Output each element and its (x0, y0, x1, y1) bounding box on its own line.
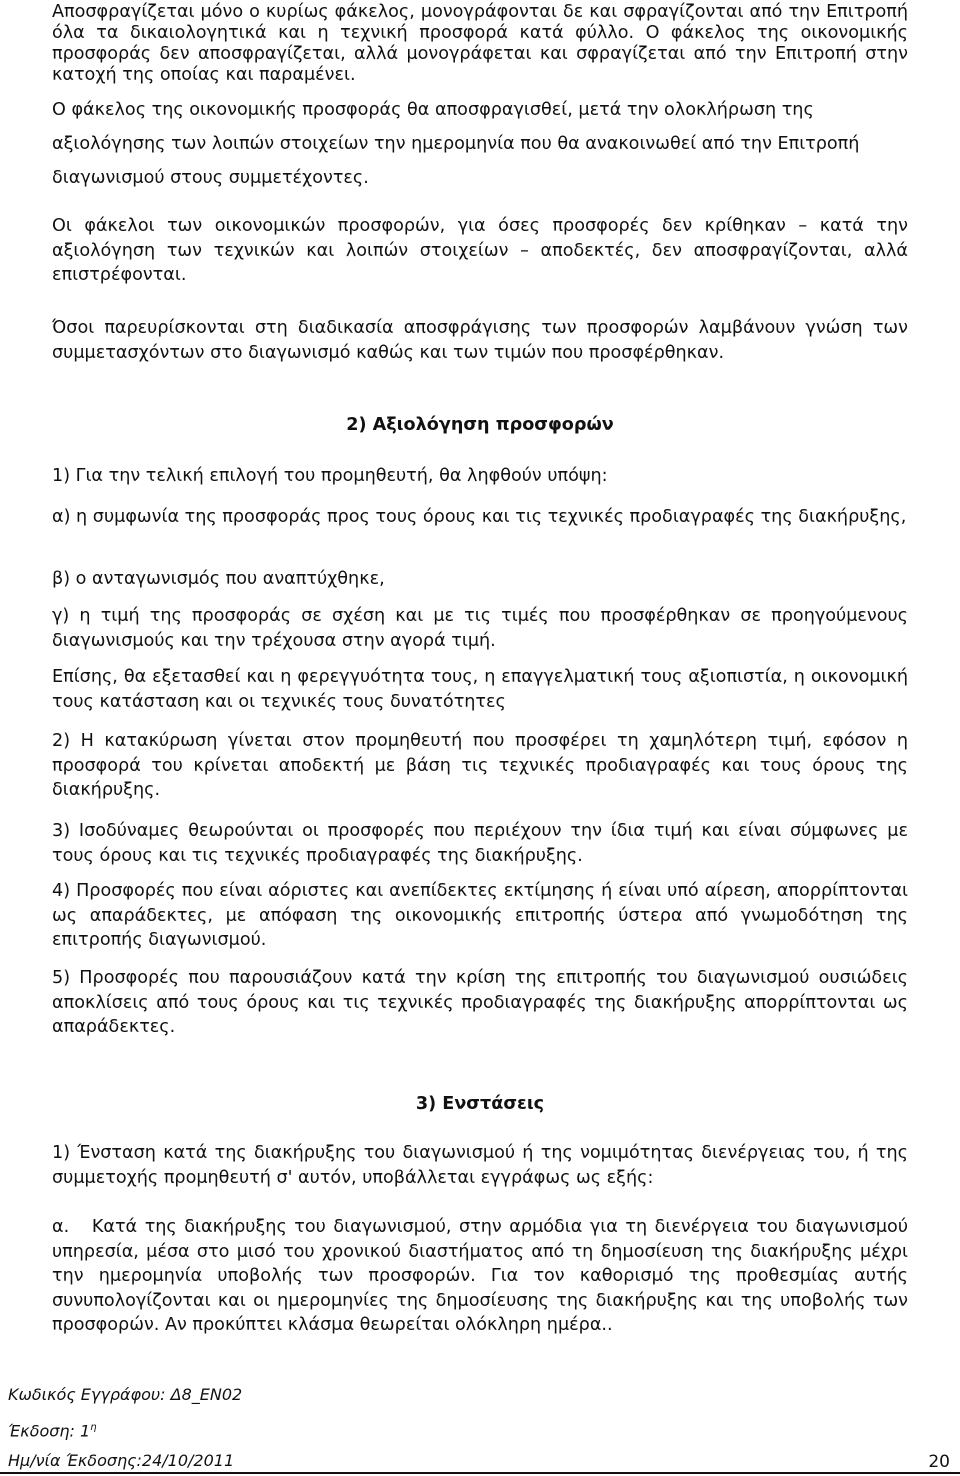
paragraph-opening: Αποσφραγίζεται μόνο ο κυρίως φάκελος, μονογράφονται δε και σφραγίζονται από την Επιτροπή όλα τα δικαιολογητικά και η τεχνική προσφορά κατά φύλλο. Ο φάκελος της οικονομικής προσφοράς δεν αποσφραγίζεται, αλλά μονογράφεται και σφραγίζεται από την Επιτροπή στην κατοχή της οποίας και παραμένει. (52, 2, 908, 85)
paragraph-attendees: Όσοι παρευρίσκονται στη διαδικασία αποσφράγισης των προσφορών λαμβάνουν γνώση των συμμετασχόντων στο διαγωνισμό καθώς και των τιμών που προσφέρθηκαν. (52, 318, 908, 363)
footer-rule (0, 1472, 960, 1474)
footer-edition (8, 1418, 97, 1441)
objections-item-a-text: Κατά της διακήρυξης του διαγωνισμού, στην αρμόδια για τη διενέργεια του διαγωνισμού υπηρεσία, μέσα στο μισό του χρονικού διαστήματος από τη δημοσίευση της διακήρυξης μέχρι την ημερομηνία υποβολής των προσφορών. Για τον καθορισμό της προθεσμίας αυτής συνυπολογίζονται και οι ημερομηνίες της δημοσίευσης της διακήρυξης και της υποβολής των προσφορών. Αν προκύπτει κλάσμα θεωρείται ολόκληρη ημέρα.. (52, 1217, 909, 1335)
footer-issue-date (8, 1451, 234, 1471)
evaluation-criterion-c: γ) η τιμή της προσφοράς σε σχέση και με τις τιμές που προσφέρθηκαν σε προηγούμενους διαγωνισμούς και την τρέχουσα στην αγορά τιμή. (52, 606, 908, 651)
footer-date-value: 24/10/2011 (141, 1451, 235, 1470)
footer-code-value: Δ8_ΕΝ02 (170, 1385, 243, 1404)
footer-edition-sup: η (90, 1422, 97, 1433)
footer-edition-value: 1 (80, 1421, 91, 1441)
footer-edition-label: Έκδοση: (8, 1421, 75, 1441)
section-heading-evaluation: 2) Αξιολόγηση προσφορών (346, 415, 614, 435)
footer-code-label: Κωδικός Εγγράφου: (8, 1385, 166, 1404)
objections-item-1: 1) Ένσταση κατά της διακήρυξης του διαγωνισμού ή της νομιμότητας διενέργειας του, ή της συμμετοχής προμηθευτή σ' αυτόν, υποβάλλεται εγγράφως ως εξής: (52, 1143, 908, 1188)
evaluation-item-4: 4) Προσφορές που είναι αόριστες και ανεπίδεκτες εκτίμησης ή είναι υπό αίρεση, απορρίπτονται ως απαράδεκτες, με απόφαση της οικονομικής επιτροπής ύστερα από γνωμοδότηση της επιτροπής διαγωνισμού. (52, 881, 908, 950)
evaluation-intro: 1) Για την τελική επιλογή του προμηθευτή, θα ληφθούν υπόψη: (52, 466, 608, 486)
footer-date-label: Ημ/νία Έκδοσης: (8, 1451, 142, 1470)
evaluation-reliability: Επίσης, θα εξετασθεί και η φερεγγυότητα τους, η επαγγελματική τους αξιοπιστία, η οικονομική τους κατάσταση και οι τεχνικές τους δυνατότητες (52, 667, 908, 712)
evaluation-criterion-a: α) η συμφωνία της προσφοράς προς τους όρους και τις τεχνικές προδιαγραφές της διακήρυξης, (52, 507, 907, 527)
evaluation-item-2: 2) Η κατακύρωση γίνεται στον προμηθευτή που προσφέρει τη χαμηλότερη τιμή, εφόσον η προσφορά του κρίνεται αποδεκτή με βάση τις τεχνικές προδιαγραφές και τους όρους της διακήρυξης. (52, 731, 908, 800)
objections-item-a (52, 1215, 908, 1338)
section-heading-objections: 3) Ενστάσεις (415, 1094, 545, 1114)
paragraph-returned-envelopes: Οι φάκελοι των οικονομικών προσφορών, για όσες προσφορές δεν κρίθηκαν – κατά την αξιολόγηση των τεχνικών και λοιπών στοιχείων – αποδεκτές, δεν αποσφραγίζονται, αλλά επιστρέφονται. (52, 216, 908, 285)
paragraph-financial-envelope: Ο φάκελος της οικονομικής προσφοράς θα αποσφραγισθεί, μετά την ολοκλήρωση της αξιολόγησης των λοιπών στοιχείων την ημερομηνία που θα ανακοινωθεί από την Επιτροπή διαγωνισμού στους συμμετέχοντες. (52, 100, 860, 188)
evaluation-criterion-b: β) ο ανταγωνισμός που αναπτύχθηκε, (52, 569, 385, 589)
page-number: 20 (928, 1452, 950, 1472)
evaluation-item-5: 5) Προσφορές που παρουσιάζουν κατά την κρίση της επιτροπής του διαγωνισμού ουσιώδεις αποκλίσεις από τους όρους και τις τεχνικές προδιαγραφές της διακήρυξης απορρίπτονται ως απαράδεκτες. (52, 968, 908, 1037)
evaluation-item-3: 3) Ισοδύναμες θεωρούνται οι προσφορές που περιέχουν την ίδια τιμή και είναι σύμφωνες με τους όρους και τις τεχνικές προδιαγραφές της διακήρυξης. (52, 821, 908, 866)
footer-document-code (8, 1385, 242, 1405)
objections-item-a-label: α. (52, 1217, 70, 1237)
